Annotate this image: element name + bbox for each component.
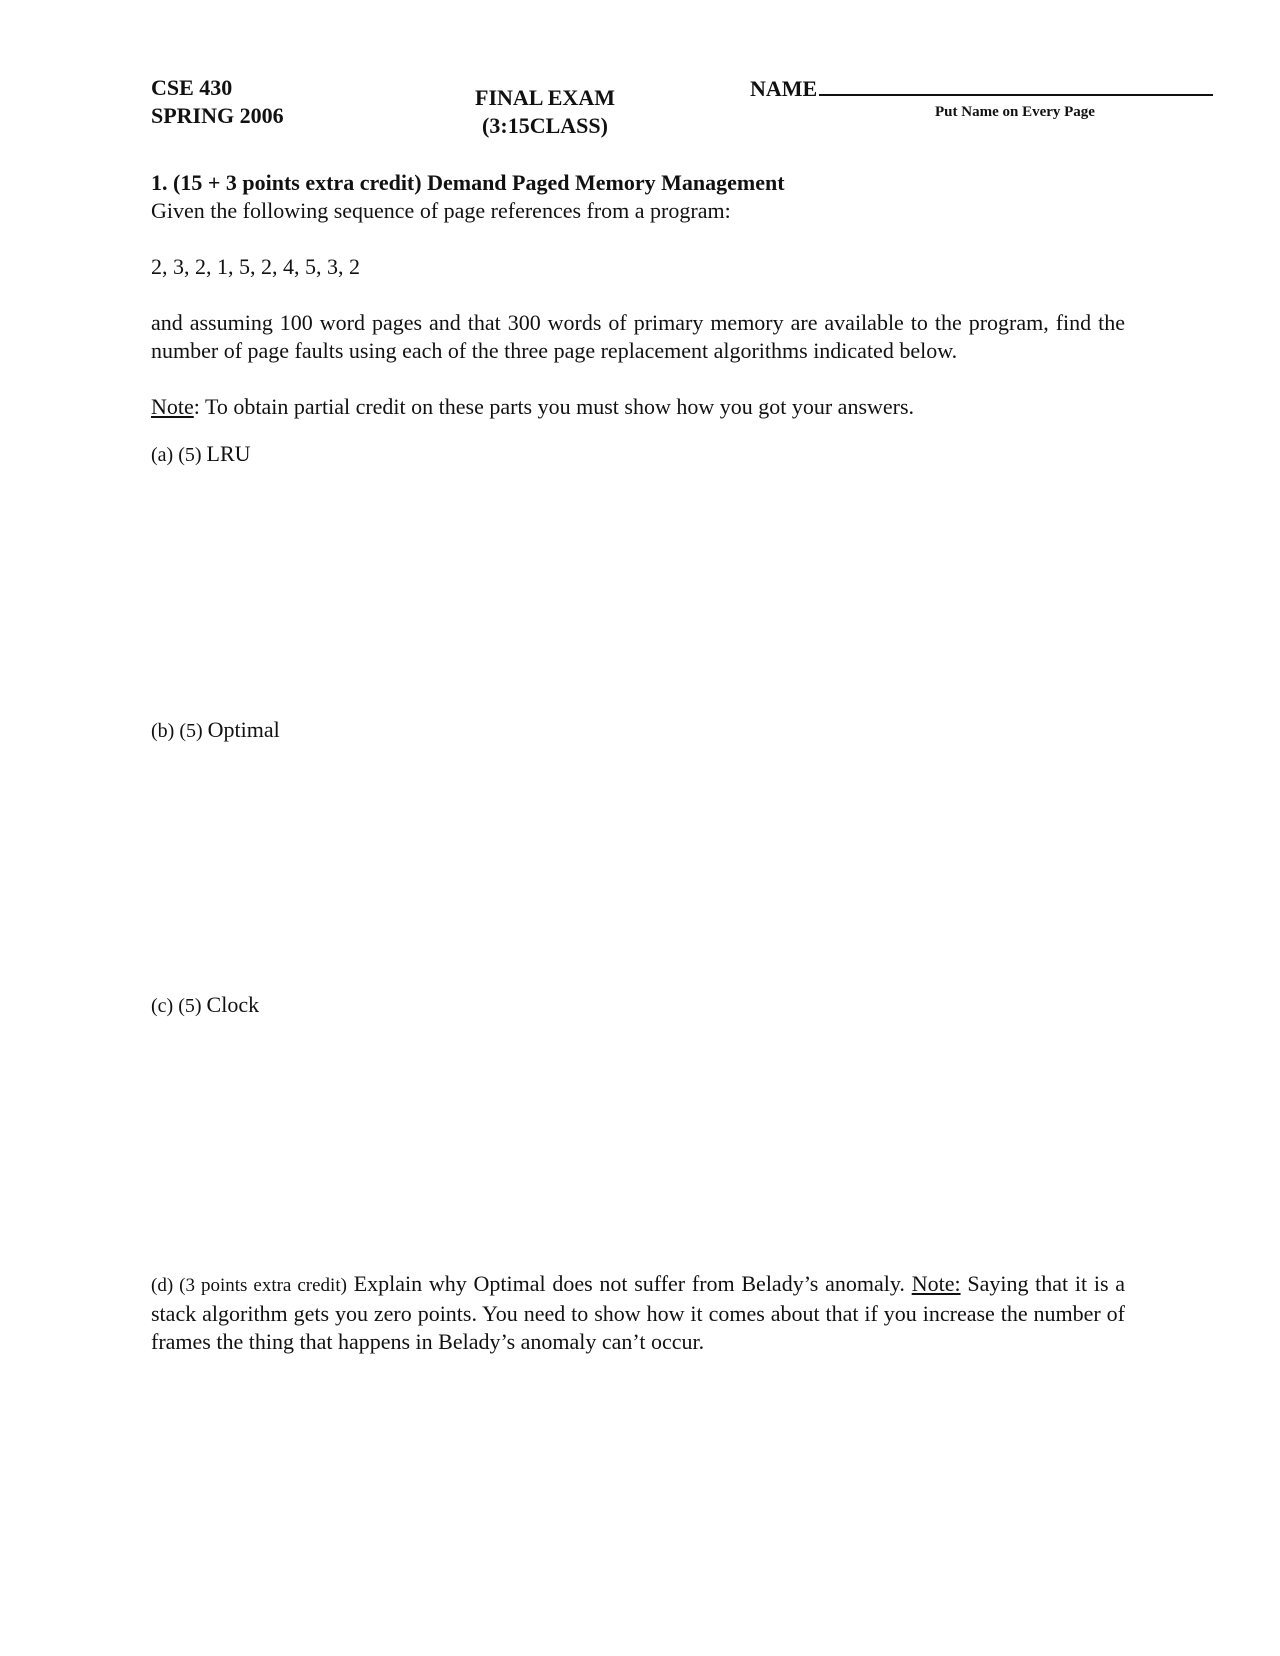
part-b (151, 716, 280, 745)
note-text: : To obtain partial credit on these parts you must show how you got your answers. (193, 394, 915, 419)
term: SPRING 2006 (151, 103, 284, 128)
part-d-note-label: Note: (911, 1271, 961, 1296)
name-field (750, 74, 1213, 103)
part-d-label: (d) (3 points extra credit) (151, 1275, 347, 1296)
question-1-points: 1. (15 + 3 points extra credit) (151, 170, 422, 195)
page-reference-sequence: 2, 3, 2, 1, 5, 2, 4, 5, 3, 2 (151, 254, 360, 279)
part-a-label: (a) (5) (151, 444, 202, 466)
part-c (151, 991, 259, 1020)
exam-class: (3:15CLASS) (482, 113, 608, 138)
question-1-topic: Demand Paged Memory Management (427, 170, 785, 195)
part-c-label: (c) (5) (151, 995, 202, 1017)
note-label: Note (151, 394, 194, 419)
part-c-name: Clock (206, 992, 260, 1017)
part-b-name: Optimal (207, 717, 280, 742)
name-note: Put Name on Every Page (935, 104, 1095, 120)
part-b-label: (b) (5) (151, 720, 203, 742)
course-code: CSE 430 (151, 75, 233, 100)
part-d (151, 1270, 1125, 1356)
question-1-paragraph: and assuming 100 word pages and that 300 words of primary memory are available to the program, find the number of page faults using each of the three page replacement algorithms indicated below. (151, 310, 1125, 363)
question-1-note (151, 393, 914, 421)
name-blank-line (819, 74, 1213, 96)
part-d-text: Explain why Optimal does not suffer from Belady’s anomaly. (353, 1271, 905, 1296)
name-label: NAME (750, 76, 818, 101)
part-a (151, 440, 251, 469)
question-1-intro: Given the following sequence of page references from a program: (151, 198, 731, 223)
exam-title: FINAL EXAM (475, 85, 615, 110)
part-d-note-text: Saying that it is a stack algorithm gets you zero points. You need to show how it comes about that if you increase the number of frames the thing that happens in Belady’s anomaly can’t occur. (151, 1271, 1126, 1354)
part-a-name: LRU (206, 441, 251, 466)
question-1-title (151, 169, 785, 197)
